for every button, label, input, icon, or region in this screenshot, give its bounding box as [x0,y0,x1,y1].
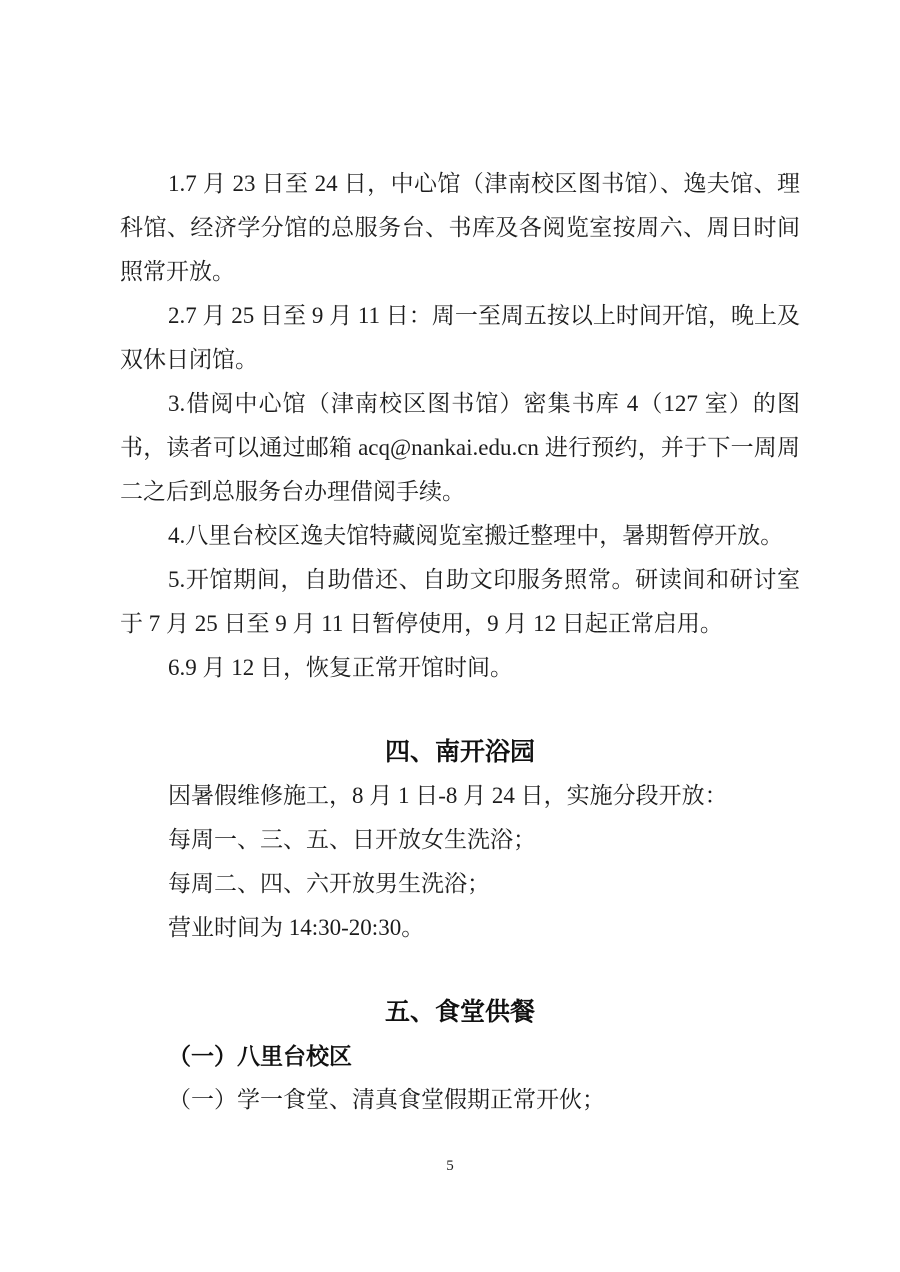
section-heading-canteen: 五、食堂供餐 [384,998,535,1026]
paragraph-library-4: 4.八里台校区逸夫馆特藏阅览室搬迁整理中，暑期暂停开放。 [168,523,784,548]
paragraph-library-2: 2.7 月 25 日至 9 月 11 日：周一至周五按以上时间开馆，晚上及双休日闭馆。 [120,303,800,372]
paragraph-bath-men-days: 每周二、四、六开放男生洗浴； [168,871,490,896]
paragraph-library-3: 3.借阅中心馆（津南校区图书馆）密集书库 4（127 室）的图书，读者可以通过邮箱 acq@nankai.edu.cn 进行预约，并于下一周周二之后到总服务台办理借阅手续。 [120,391,800,504]
subheading-balitai-campus: （一）八里台校区 [168,1043,352,1069]
paragraph-bath-schedule: 因暑假维修施工，8 月 1 日-8 月 24 日，实施分段开放： [168,783,728,808]
paragraph-bath-hours: 营业时间为 14:30-20:30。 [168,915,425,940]
page-number: 5 [446,1158,454,1174]
section-heading-bathhouse: 四、南开浴园 [384,738,535,766]
paragraph-library-6: 6.9 月 12 日，恢复正常开馆时间。 [168,655,513,680]
paragraph-canteen-1: （一）学一食堂、清真食堂假期正常开伙； [168,1087,605,1112]
paragraph-library-5: 5.开馆期间，自助借还、自助文印服务照常。研读间和研讨室于 7 月 25 日至 9 月 11 日暂停使用，9 月 12 日起正常启用。 [120,567,800,636]
paragraph-library-1: 1.7 月 23 日至 24 日，中心馆（津南校区图书馆）、逸夫馆、理科馆、经济学分馆的总服务台、书库及各阅览室按周六、周日时间照常开放。 [120,171,800,284]
paragraph-bath-women-days: 每周一、三、五、日开放女生洗浴； [168,827,536,852]
